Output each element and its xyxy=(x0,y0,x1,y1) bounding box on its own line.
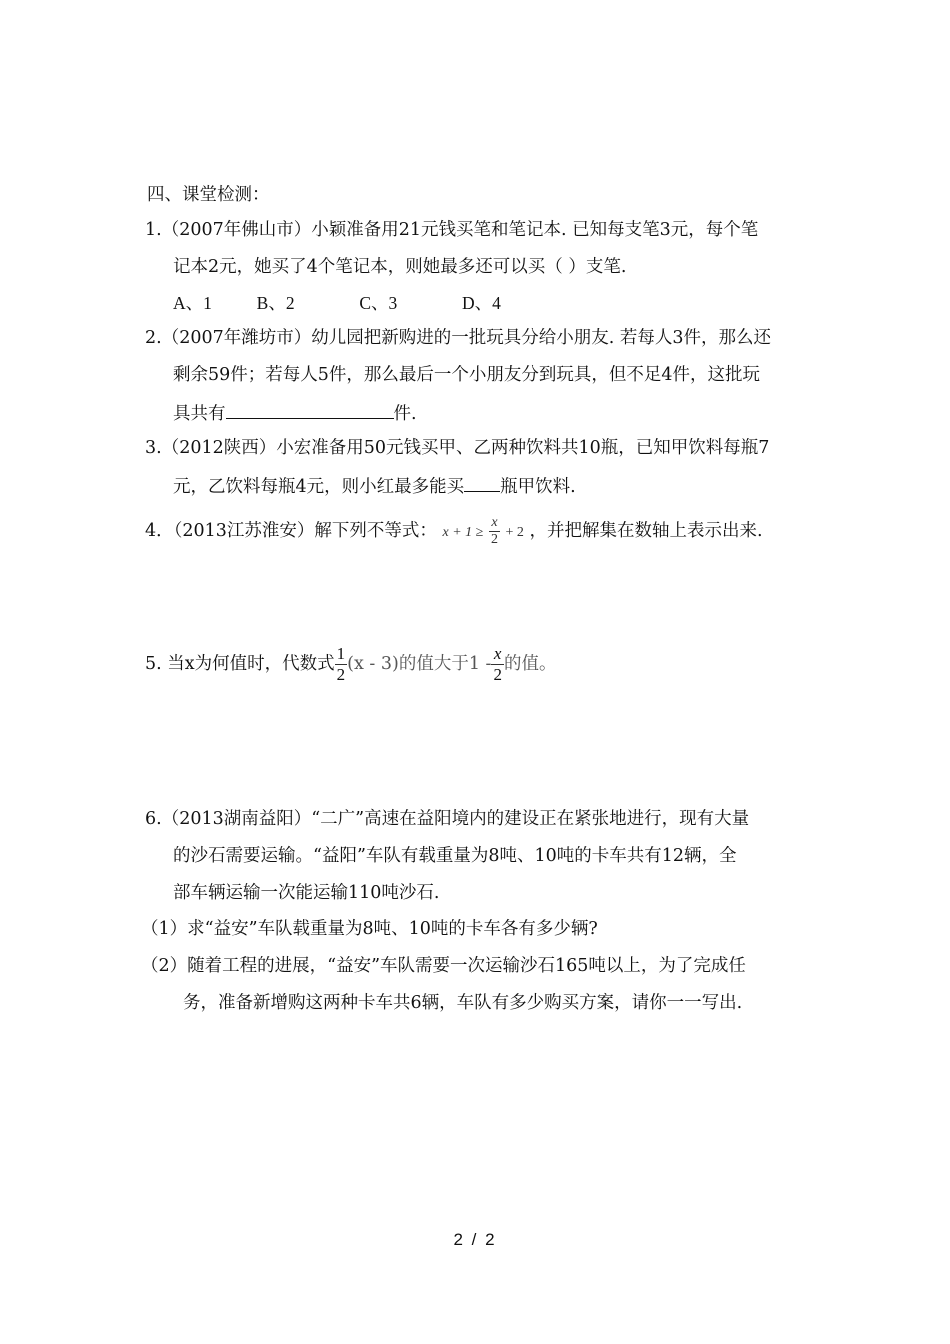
question-1-options xyxy=(173,291,501,315)
fraction-one-half: $\frac{1}{2}$ xyxy=(336,644,346,684)
question-6-line-2: 的沙石需要运输。“益阳”车队有载重量为8吨、10吨的卡车共有12辆，全 xyxy=(173,846,737,866)
answer-blank[interactable] xyxy=(226,400,394,419)
inequality-lhs: x + 1 ≥ xyxy=(442,525,484,540)
question-6-sub-2-line-2: 务，准备新增购这两种卡车共6辆，车队有多少购买方案，请你一一写出. xyxy=(183,993,743,1013)
page-indicator: 2 / 2 xyxy=(453,1230,497,1249)
question-2-line-3: 具共有 件. xyxy=(173,400,417,426)
question-6-sub-1: （1）求“益安”车队载重量为8吨、10吨的卡车各有多少辆? xyxy=(141,919,598,939)
option-d: D、4 xyxy=(462,293,501,313)
answer-blank[interactable] xyxy=(464,473,500,492)
question-2-line-2: 剩余59件；若每人5件，那么最后一个小朋友分到玩具，但不足4件，这批玩 xyxy=(173,365,761,385)
option-c: C、3 xyxy=(359,293,398,313)
section-title: 四、课堂检测： xyxy=(147,185,270,205)
question-2-line-1: 2.（2007年潍坊市）幼儿园把新购进的一批玩具分给小朋友. 若每人3件，那么还 xyxy=(145,328,771,348)
option-a: A、1 xyxy=(173,293,212,313)
question-3-line-1: 3.（2012陕西）小宏准备用50元钱买甲、乙两种饮料共10瓶，已知甲饮料每瓶7 xyxy=(145,438,770,458)
question-1-line-1: 1.（2007年佛山市）小颖准备用21元钱买笔和笔记本. 已知每支笔3元，每个笔 xyxy=(145,220,759,240)
question-4: 4．（2013江苏淮安）解下列不等式： x + 1 ≥ $\frac{x}{2}$ + 2 ，并把解集在数轴上表示出来. xyxy=(145,515,763,547)
inequality-rhs: + 2 xyxy=(505,525,524,540)
option-b: B、2 xyxy=(256,293,295,313)
question-6-sub-2-line-1: （2）随着工程的进展，“益安”车队需要一次运输沙石165吨以上，为了完成任 xyxy=(141,956,746,976)
question-6-line-3: 部车辆运输一次能运输110吨沙石. xyxy=(173,883,440,903)
fraction-x-over-2: $\frac{x}{2}$ xyxy=(490,515,498,547)
question-5: 5. 当x为何值时，代数式 $\frac{1}{2}$ (x - 3)的值大于1 - $\frac{x}{2}$ 的值。 xyxy=(145,644,557,684)
fraction-x-over-2: $\frac{x}{2}$ xyxy=(493,644,502,684)
question-3-line-2: 元，乙饮料每瓶4元，则小红最多能买 瓶甲饮料. xyxy=(173,473,576,499)
question-6-line-1: 6.（2013湖南益阳）“二广”高速在益阳境内的建设正在紧张地进行，现有大量 xyxy=(145,809,750,829)
expression: (x - 3)的值大于1 - xyxy=(347,654,492,674)
question-1-line-2: 记本2元，她买了4个笔记本，则她最多还可以买（ ）支笔. xyxy=(173,257,627,277)
